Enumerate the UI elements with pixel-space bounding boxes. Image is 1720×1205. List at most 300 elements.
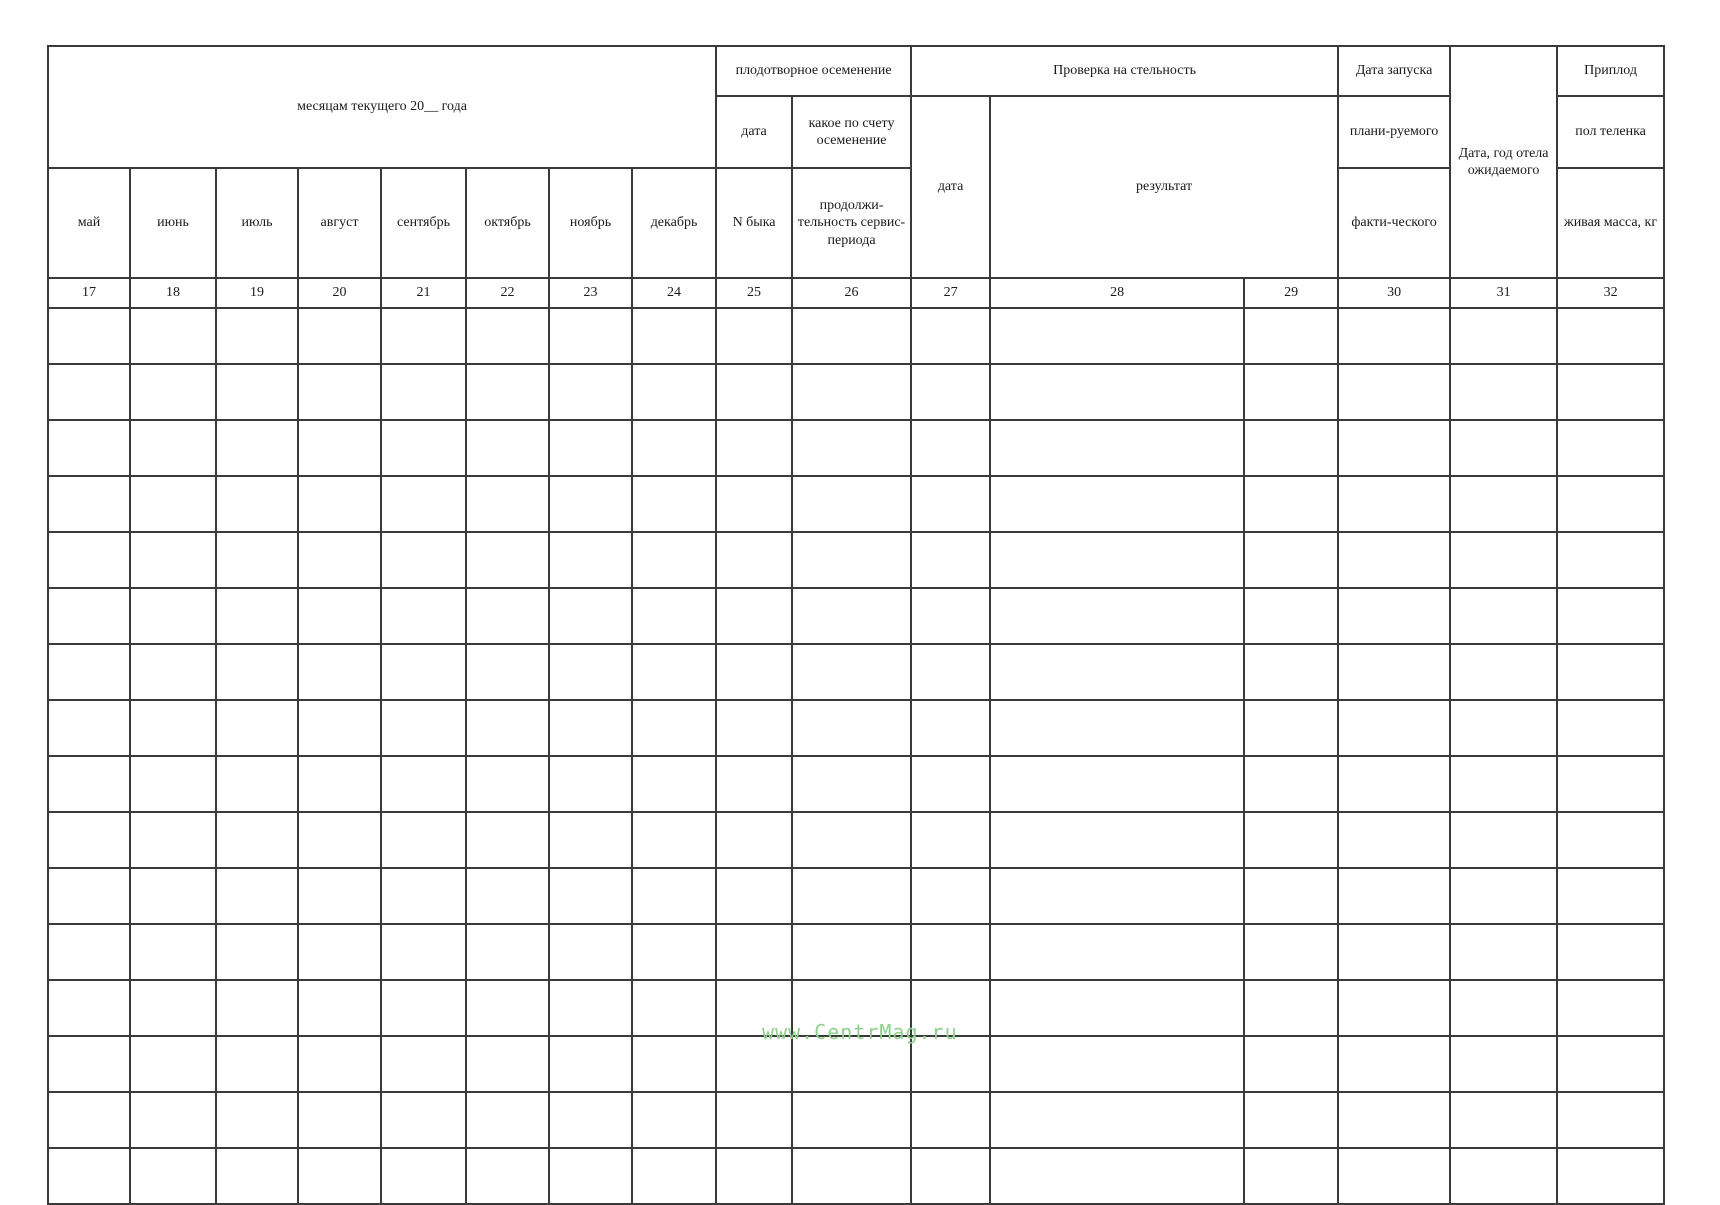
table-cell[interactable]	[792, 532, 911, 588]
table-cell[interactable]	[632, 1148, 716, 1204]
column-number: 28	[990, 278, 1244, 308]
table-cell[interactable]	[1450, 532, 1557, 588]
table-cell[interactable]	[1338, 980, 1450, 1036]
table-cell[interactable]	[466, 700, 549, 756]
table-cell[interactable]	[1338, 812, 1450, 868]
table-cell[interactable]	[792, 364, 911, 420]
table-cell[interactable]	[1450, 756, 1557, 812]
table-cell[interactable]	[381, 1148, 466, 1204]
table-cell[interactable]	[298, 812, 381, 868]
table-cell[interactable]	[1338, 700, 1450, 756]
month-header: август	[298, 168, 381, 278]
column-number: 24	[632, 278, 716, 308]
table-cell[interactable]	[632, 532, 716, 588]
table-cell[interactable]	[216, 588, 298, 644]
table-cell[interactable]	[792, 868, 911, 924]
table-cell[interactable]	[298, 420, 381, 476]
table-cell[interactable]	[911, 476, 990, 532]
table-cell[interactable]	[466, 868, 549, 924]
table-row	[48, 420, 1664, 476]
column-number: 17	[48, 278, 130, 308]
table-cell[interactable]	[792, 924, 911, 980]
table-cell[interactable]	[1557, 924, 1664, 980]
table-cell[interactable]	[632, 980, 716, 1036]
table-cell[interactable]	[792, 476, 911, 532]
table-cell[interactable]	[632, 924, 716, 980]
table-cell[interactable]	[716, 420, 792, 476]
table-cell[interactable]	[1450, 700, 1557, 756]
table-cell[interactable]	[48, 868, 130, 924]
table-cell[interactable]	[549, 1148, 632, 1204]
table-cell[interactable]	[716, 644, 792, 700]
table-cell[interactable]	[549, 476, 632, 532]
table-cell[interactable]	[1450, 1092, 1557, 1148]
table-cell[interactable]	[549, 420, 632, 476]
table-cell[interactable]	[130, 308, 216, 364]
table-cell[interactable]	[911, 1148, 990, 1204]
table-cell[interactable]	[716, 756, 792, 812]
table-cell[interactable]	[549, 1036, 632, 1092]
table-cell[interactable]	[549, 644, 632, 700]
table-cell[interactable]	[1557, 308, 1664, 364]
table-cell[interactable]	[298, 532, 381, 588]
table-cell[interactable]	[1557, 364, 1664, 420]
table-cell[interactable]	[298, 364, 381, 420]
table-cell[interactable]	[466, 308, 549, 364]
table-row	[48, 1148, 1664, 1204]
table-cell[interactable]	[216, 308, 298, 364]
table-cell[interactable]	[216, 532, 298, 588]
table-cell[interactable]	[716, 476, 792, 532]
table-cell[interactable]	[716, 532, 792, 588]
table-cell[interactable]	[911, 924, 990, 980]
calf-sex-header: пол теленка	[1557, 96, 1664, 168]
table-cell[interactable]	[632, 308, 716, 364]
table-row	[48, 1092, 1664, 1148]
table-cell[interactable]	[48, 1092, 130, 1148]
table-cell[interactable]	[990, 644, 1244, 700]
table-cell[interactable]	[381, 476, 466, 532]
table-cell[interactable]	[1244, 308, 1338, 364]
table-cell[interactable]	[549, 924, 632, 980]
table-cell[interactable]	[216, 980, 298, 1036]
column-number: 19	[216, 278, 298, 308]
table-row	[48, 644, 1664, 700]
column-number: 30	[1338, 278, 1450, 308]
table-cell[interactable]	[1450, 924, 1557, 980]
table-cell[interactable]	[48, 420, 130, 476]
table-cell[interactable]	[911, 644, 990, 700]
table-cell[interactable]	[466, 532, 549, 588]
table-cell[interactable]	[1338, 308, 1450, 364]
table-cell[interactable]	[130, 700, 216, 756]
table-cell[interactable]	[1244, 420, 1338, 476]
table-cell[interactable]	[381, 980, 466, 1036]
column-number: 22	[466, 278, 549, 308]
table-cell[interactable]	[1557, 1148, 1664, 1204]
table-cell[interactable]	[632, 420, 716, 476]
table-cell[interactable]	[466, 476, 549, 532]
table-cell[interactable]	[381, 364, 466, 420]
table-cell[interactable]	[1450, 364, 1557, 420]
table-cell[interactable]	[632, 756, 716, 812]
table-cell[interactable]	[130, 924, 216, 980]
table-cell[interactable]	[990, 364, 1244, 420]
table-cell[interactable]	[1338, 924, 1450, 980]
table-cell[interactable]	[298, 1036, 381, 1092]
table-cell[interactable]	[381, 868, 466, 924]
table-cell[interactable]	[1557, 644, 1664, 700]
table-cell[interactable]	[216, 1148, 298, 1204]
table-cell[interactable]	[911, 812, 990, 868]
expected-calving-header: Дата, год отела ожидаемого	[1450, 46, 1557, 278]
table-cell[interactable]	[381, 924, 466, 980]
table-cell[interactable]	[48, 644, 130, 700]
table-cell[interactable]	[716, 1148, 792, 1204]
live-weight-header: живая масса, кг	[1557, 168, 1664, 278]
table-cell[interactable]	[1244, 588, 1338, 644]
column-number: 25	[716, 278, 792, 308]
table-cell[interactable]	[48, 1036, 130, 1092]
table-cell[interactable]	[911, 532, 990, 588]
table-cell[interactable]	[1244, 476, 1338, 532]
table-cell[interactable]	[1450, 308, 1557, 364]
table-cell[interactable]	[1450, 1036, 1557, 1092]
table-cell[interactable]	[381, 308, 466, 364]
table-cell[interactable]	[381, 700, 466, 756]
table-cell[interactable]	[1557, 588, 1664, 644]
table-cell[interactable]	[716, 308, 792, 364]
table-cell[interactable]	[48, 700, 130, 756]
table-cell[interactable]	[792, 1092, 911, 1148]
table-cell[interactable]	[466, 588, 549, 644]
table-cell[interactable]	[48, 924, 130, 980]
table-cell[interactable]	[48, 812, 130, 868]
column-number: 21	[381, 278, 466, 308]
table-cell[interactable]	[911, 308, 990, 364]
table-cell[interactable]	[632, 1092, 716, 1148]
table-cell[interactable]	[990, 924, 1244, 980]
table-cell[interactable]	[1244, 980, 1338, 1036]
table-cell[interactable]	[1244, 868, 1338, 924]
table-cell[interactable]	[911, 868, 990, 924]
table-cell[interactable]	[632, 588, 716, 644]
table-cell[interactable]	[216, 868, 298, 924]
table-cell[interactable]	[298, 308, 381, 364]
table-cell[interactable]	[216, 476, 298, 532]
table-cell[interactable]	[298, 588, 381, 644]
table-row	[48, 364, 1664, 420]
table-cell[interactable]	[381, 532, 466, 588]
table-cell[interactable]	[1557, 812, 1664, 868]
table-cell[interactable]	[1244, 756, 1338, 812]
table-cell[interactable]	[632, 364, 716, 420]
table-cell[interactable]	[549, 1092, 632, 1148]
table-cell[interactable]	[716, 700, 792, 756]
table-cell[interactable]	[130, 1148, 216, 1204]
table-cell[interactable]	[1450, 476, 1557, 532]
table-cell[interactable]	[216, 924, 298, 980]
table-cell[interactable]	[466, 1148, 549, 1204]
table-cell[interactable]	[632, 868, 716, 924]
table-cell[interactable]	[130, 644, 216, 700]
table-cell[interactable]	[549, 700, 632, 756]
insemination-count-header: какое по счету осеменение	[792, 96, 911, 168]
table-cell[interactable]	[1338, 1036, 1450, 1092]
table-cell[interactable]	[990, 588, 1244, 644]
table-cell[interactable]	[990, 756, 1244, 812]
table-cell[interactable]	[990, 1092, 1244, 1148]
table-cell[interactable]	[1450, 420, 1557, 476]
table-cell[interactable]	[466, 364, 549, 420]
table-row	[48, 1036, 1664, 1092]
table-cell[interactable]	[1244, 924, 1338, 980]
table-cell[interactable]	[1244, 532, 1338, 588]
table-cell[interactable]	[1338, 1092, 1450, 1148]
table-cell[interactable]	[549, 364, 632, 420]
table-cell[interactable]	[216, 420, 298, 476]
table-cell[interactable]	[1450, 980, 1557, 1036]
table-cell[interactable]	[216, 1036, 298, 1092]
table-cell[interactable]	[1244, 364, 1338, 420]
table-cell[interactable]	[1338, 756, 1450, 812]
table-cell[interactable]	[990, 868, 1244, 924]
table-cell[interactable]	[549, 588, 632, 644]
table-cell[interactable]	[911, 420, 990, 476]
month-header: октябрь	[466, 168, 549, 278]
table-cell[interactable]	[216, 364, 298, 420]
table-cell[interactable]	[48, 364, 130, 420]
table-cell[interactable]	[130, 1036, 216, 1092]
service-period-header: продолжи-тельность сервис-периода	[792, 168, 911, 278]
table-cell[interactable]	[549, 980, 632, 1036]
table-cell[interactable]	[1338, 644, 1450, 700]
table-cell[interactable]	[130, 532, 216, 588]
table-row	[48, 476, 1664, 532]
table-row	[48, 700, 1664, 756]
insemination-date-header: дата	[716, 96, 792, 168]
table-cell[interactable]	[990, 1148, 1244, 1204]
month-header: сентябрь	[381, 168, 466, 278]
launch-actual-header: факти-ческого	[1338, 168, 1450, 278]
launch-date-header: Дата запуска	[1338, 46, 1450, 96]
table-cell[interactable]	[48, 980, 130, 1036]
insemination-group-header: плодотворное осеменение	[716, 46, 911, 96]
table-cell[interactable]	[1557, 756, 1664, 812]
table-cell[interactable]	[716, 588, 792, 644]
table-cell[interactable]	[792, 756, 911, 812]
table-cell[interactable]	[549, 756, 632, 812]
table-cell[interactable]	[130, 364, 216, 420]
table-cell[interactable]	[632, 1036, 716, 1092]
table-cell[interactable]	[911, 756, 990, 812]
table-cell[interactable]	[48, 308, 130, 364]
table-cell[interactable]	[1557, 868, 1664, 924]
table-cell[interactable]	[216, 644, 298, 700]
table-cell[interactable]	[298, 924, 381, 980]
table-cell[interactable]	[1450, 644, 1557, 700]
column-number: 27	[911, 278, 990, 308]
table-cell[interactable]	[381, 420, 466, 476]
table-cell[interactable]	[1338, 476, 1450, 532]
table-cell[interactable]	[381, 588, 466, 644]
table-cell[interactable]	[1244, 1148, 1338, 1204]
column-number: 26	[792, 278, 911, 308]
table-cell[interactable]	[298, 700, 381, 756]
table-cell[interactable]	[549, 308, 632, 364]
table-cell[interactable]	[716, 812, 792, 868]
table-cell[interactable]	[1338, 420, 1450, 476]
table-cell[interactable]	[632, 812, 716, 868]
launch-planned-header: плани-руемого	[1338, 96, 1450, 168]
offspring-header: Приплод	[1557, 46, 1664, 96]
table-cell[interactable]	[1557, 700, 1664, 756]
table-cell[interactable]	[48, 476, 130, 532]
table-cell[interactable]	[130, 812, 216, 868]
table-cell[interactable]	[466, 812, 549, 868]
table-row	[48, 308, 1664, 364]
table-cell[interactable]	[466, 756, 549, 812]
table-cell[interactable]	[298, 980, 381, 1036]
table-cell[interactable]	[298, 1148, 381, 1204]
table-cell[interactable]	[1244, 1092, 1338, 1148]
month-header: ноябрь	[549, 168, 632, 278]
table-cell[interactable]	[549, 868, 632, 924]
table-cell[interactable]	[792, 700, 911, 756]
table-cell[interactable]	[216, 812, 298, 868]
table-cell[interactable]	[298, 644, 381, 700]
table-cell[interactable]	[792, 420, 911, 476]
table-cell[interactable]	[48, 756, 130, 812]
table-cell[interactable]	[48, 532, 130, 588]
table-cell[interactable]	[990, 532, 1244, 588]
table-cell[interactable]	[130, 756, 216, 812]
table-cell[interactable]	[1244, 700, 1338, 756]
table-cell[interactable]	[48, 1148, 130, 1204]
table-cell[interactable]	[130, 980, 216, 1036]
table-cell[interactable]	[1450, 588, 1557, 644]
table-cell[interactable]	[1244, 1036, 1338, 1092]
table-cell[interactable]	[216, 1092, 298, 1148]
check-date-header: дата	[911, 96, 990, 278]
table-cell[interactable]	[792, 1036, 911, 1092]
table-cell[interactable]	[381, 756, 466, 812]
table-cell[interactable]	[1244, 644, 1338, 700]
table-cell[interactable]	[130, 868, 216, 924]
table-cell[interactable]	[911, 1036, 990, 1092]
table-cell[interactable]	[549, 532, 632, 588]
table-cell[interactable]	[549, 812, 632, 868]
table-cell[interactable]	[381, 812, 466, 868]
table-cell[interactable]	[792, 1148, 911, 1204]
table-cell[interactable]	[1557, 1092, 1664, 1148]
table-cell[interactable]	[130, 420, 216, 476]
table-cell[interactable]	[990, 308, 1244, 364]
table-cell[interactable]	[990, 1036, 1244, 1092]
table-cell[interactable]	[466, 1092, 549, 1148]
table-cell[interactable]	[1557, 1036, 1664, 1092]
table-cell[interactable]	[911, 364, 990, 420]
table-cell[interactable]	[1557, 532, 1664, 588]
table-cell[interactable]	[716, 364, 792, 420]
table-cell[interactable]	[792, 644, 911, 700]
table-cell[interactable]	[1338, 868, 1450, 924]
table-cell[interactable]	[716, 1092, 792, 1148]
table-cell[interactable]	[1338, 1148, 1450, 1204]
table-cell[interactable]	[466, 924, 549, 980]
table-cell[interactable]	[1557, 420, 1664, 476]
table-cell[interactable]	[632, 644, 716, 700]
column-number-row	[48, 278, 1664, 308]
table-cell[interactable]	[990, 700, 1244, 756]
table-cell[interactable]	[911, 1092, 990, 1148]
table-cell[interactable]	[381, 644, 466, 700]
month-header: май	[48, 168, 130, 278]
table-cell[interactable]	[381, 1036, 466, 1092]
table-cell[interactable]	[298, 1092, 381, 1148]
table-cell[interactable]	[298, 476, 381, 532]
table-cell[interactable]	[1338, 588, 1450, 644]
table-cell[interactable]	[911, 588, 990, 644]
table-cell[interactable]	[298, 756, 381, 812]
table-cell[interactable]	[1450, 1148, 1557, 1204]
column-number: 31	[1450, 278, 1557, 308]
table-cell[interactable]	[1338, 364, 1450, 420]
table-cell[interactable]	[216, 756, 298, 812]
table-cell[interactable]	[716, 868, 792, 924]
table-cell[interactable]	[466, 1036, 549, 1092]
table-cell[interactable]	[298, 868, 381, 924]
table-cell[interactable]	[1450, 812, 1557, 868]
table-cell[interactable]	[632, 700, 716, 756]
table-cell[interactable]	[381, 1092, 466, 1148]
table-cell[interactable]	[1450, 868, 1557, 924]
month-header: июнь	[130, 168, 216, 278]
table-cell[interactable]	[792, 308, 911, 364]
table-cell[interactable]	[1338, 532, 1450, 588]
table-cell[interactable]	[1557, 476, 1664, 532]
pregnancy-check-header: Проверка на стельность	[911, 46, 1338, 96]
column-number: 18	[130, 278, 216, 308]
column-number: 32	[1557, 278, 1664, 308]
column-number: 20	[298, 278, 381, 308]
table-cell[interactable]	[632, 476, 716, 532]
table-cell[interactable]	[466, 420, 549, 476]
table-cell[interactable]	[130, 588, 216, 644]
table-cell[interactable]	[990, 812, 1244, 868]
month-header: июль	[216, 168, 298, 278]
table-cell[interactable]	[466, 644, 549, 700]
table-cell[interactable]	[130, 476, 216, 532]
table-cell[interactable]	[990, 420, 1244, 476]
table-cell[interactable]	[216, 700, 298, 756]
table-cell[interactable]	[1557, 980, 1664, 1036]
table-cell[interactable]	[911, 700, 990, 756]
table-cell[interactable]	[716, 924, 792, 980]
watermark: www.CentrMag.ru	[762, 1020, 958, 1044]
table-cell[interactable]	[716, 1036, 792, 1092]
table-cell[interactable]	[1244, 812, 1338, 868]
table-cell[interactable]	[990, 980, 1244, 1036]
table-cell[interactable]	[466, 980, 549, 1036]
months-group-header: месяцам текущего 20__ года	[48, 46, 716, 168]
table-cell[interactable]	[990, 476, 1244, 532]
table-row	[48, 924, 1664, 980]
table-cell[interactable]	[792, 588, 911, 644]
table-cell[interactable]	[130, 1092, 216, 1148]
table-cell[interactable]	[48, 588, 130, 644]
table-cell[interactable]	[792, 812, 911, 868]
